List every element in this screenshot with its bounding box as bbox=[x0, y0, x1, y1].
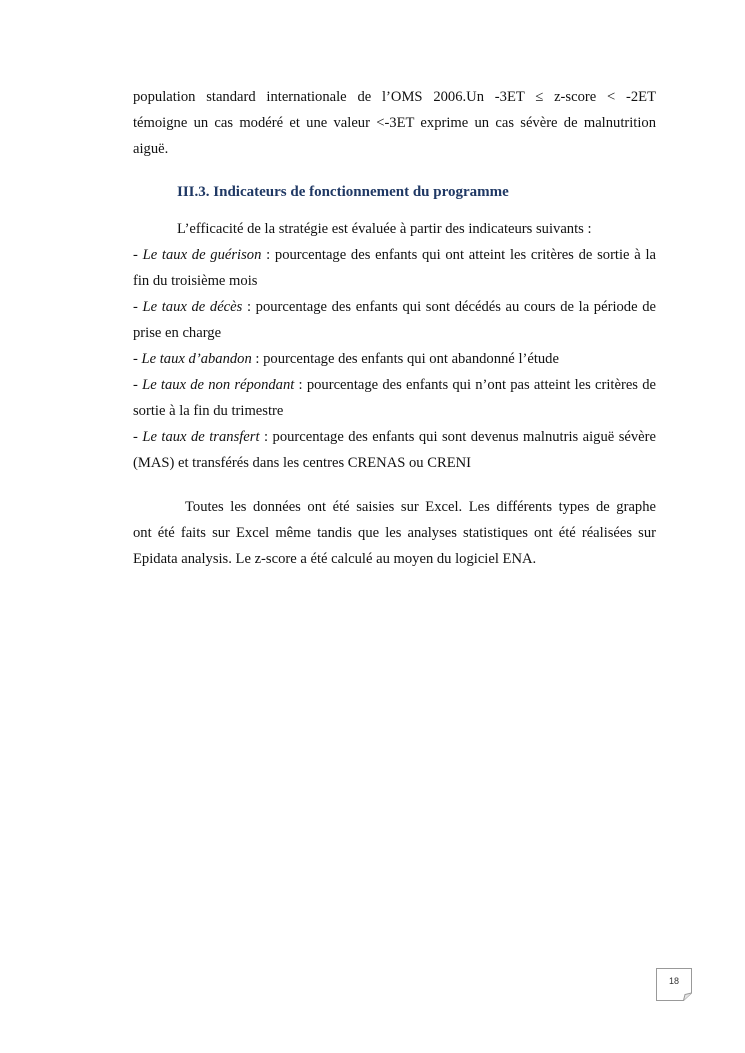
indicator-item-deces: - Le taux de décès : pourcentage des enfants qui sont décédés au cours de la période de prise en charge bbox=[133, 299, 656, 341]
indicator-definition: : pourcentage des enfants qui sont décédés au cours de la période de prise en charge bbox=[133, 299, 656, 341]
indicator-term: Le taux de décès bbox=[142, 299, 243, 315]
indicator-item-transfert: - Le taux de transfert : pourcentage des enfants qui sont devenus malnutris aiguë sévère (MAS) et transférés dans les centres CRENAS ou CRENI bbox=[133, 429, 656, 471]
paragraph-line: ont été faits sur Excel même tandis que les analyses statistiques ont été réalisées sur bbox=[133, 525, 656, 541]
paragraph-oms-standard bbox=[133, 84, 656, 162]
indicator-item-abandon: - Le taux d’abandon : pourcentage des enfants qui ont abandonné l’étude bbox=[133, 351, 559, 367]
indicator-definition: : pourcentage des enfants qui ont atteint les critères de sortie à la fin du troisième mois bbox=[133, 247, 656, 289]
indicator-term: Le taux d’abandon bbox=[141, 351, 252, 367]
indicator-definition: : pourcentage des enfants qui ont abandonné l’étude bbox=[251, 351, 559, 367]
indicator-item-non-repondant: - Le taux de non répondant : pourcentage des enfants qui n’ont pas atteint les critères de sortie à la fin du trimestre bbox=[133, 377, 656, 419]
indicator-definition: : pourcentage des enfants qui sont devenus malnutris aiguë sévère (MAS) et transférés dans les centres CRENAS ou CRENI bbox=[133, 429, 656, 471]
indicator-term: Le taux de non répondant bbox=[142, 377, 295, 393]
indicator-list bbox=[133, 242, 656, 476]
indicator-term: Le taux de transfert bbox=[142, 429, 260, 445]
indicators-intro: L’efficacité de la stratégie est évaluée à partir des indicateurs suivants : bbox=[177, 221, 592, 237]
paragraph-line: témoigne un cas modéré et une valeur <-3ET exprime un cas sévère de malnutrition bbox=[133, 115, 656, 131]
paragraph-line: aiguë. bbox=[133, 141, 169, 157]
page-number-box bbox=[656, 968, 692, 1001]
paragraph-line: Epidata analysis. Le z-score a été calculé au moyen du logiciel ENA. bbox=[133, 551, 537, 567]
indicator-definition: : pourcentage des enfants qui n’ont pas atteint les critères de sortie à la fin du trimestre bbox=[133, 377, 656, 419]
page-number: 18 bbox=[668, 976, 679, 986]
paragraph-line: population standard internationale de l’OMS 2006.Un -3ET ≤ z-score < -2ET bbox=[133, 89, 656, 105]
indicator-item-guerison: - Le taux de guérison : pourcentage des enfants qui ont atteint les critères de sortie à la fin du troisième mois bbox=[133, 247, 656, 289]
section-heading: III.3. Indicateurs de fonctionnement du programme bbox=[177, 184, 509, 200]
paragraph-line: Toutes les données ont été saisies sur Excel. Les différents types de graphe bbox=[185, 499, 656, 515]
indicator-term: Le taux de guérison bbox=[142, 247, 262, 263]
closing-paragraph bbox=[133, 494, 656, 572]
